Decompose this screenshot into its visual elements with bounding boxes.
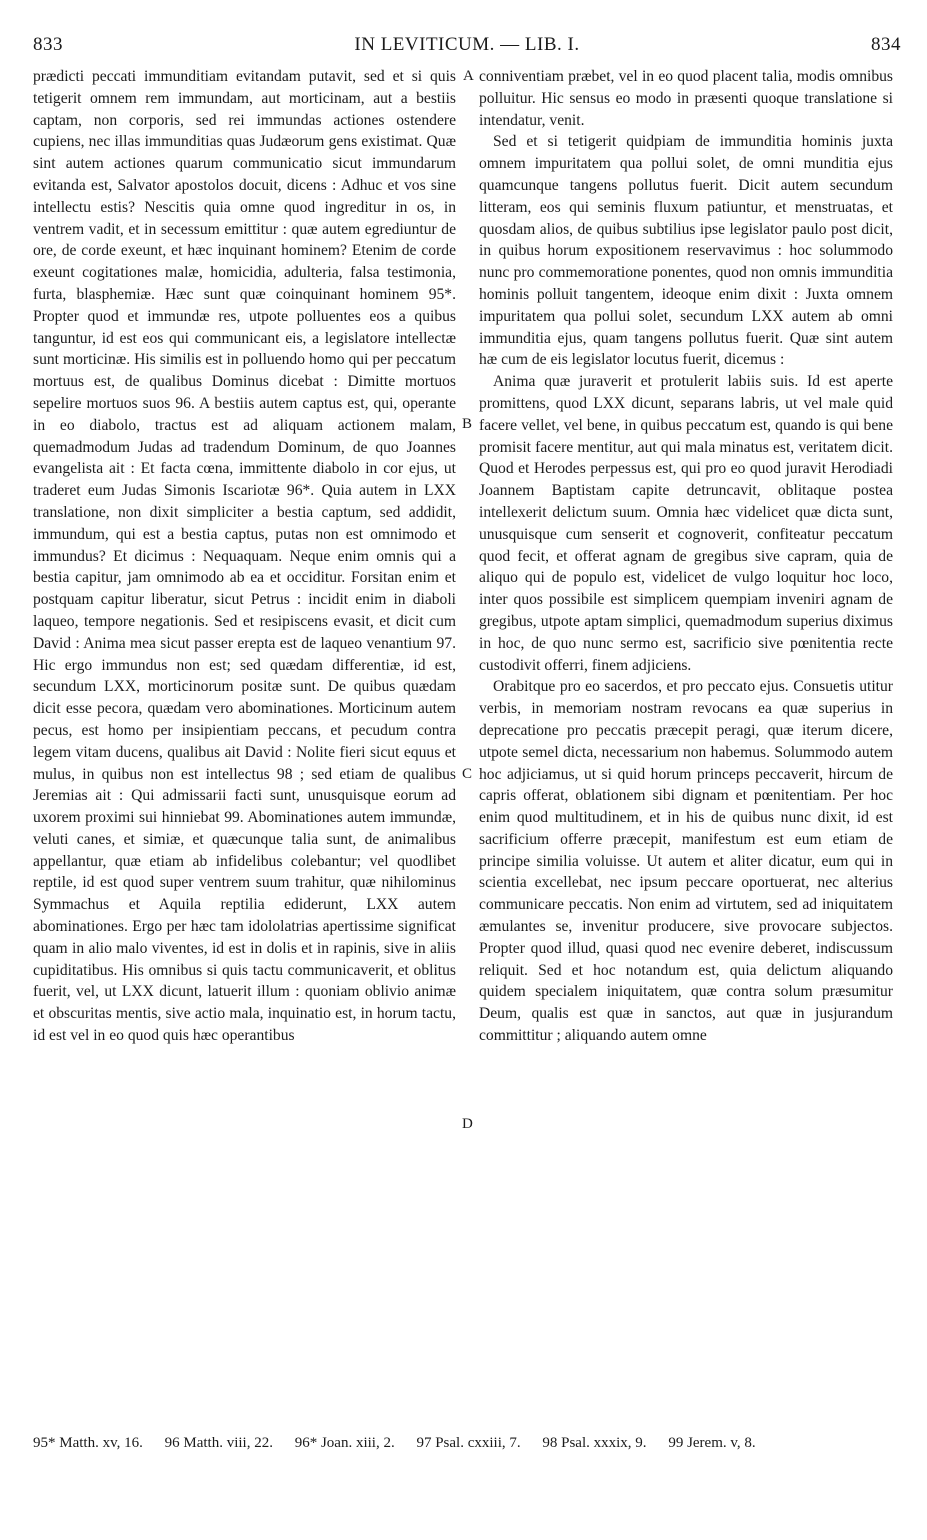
- margin-letter-a: A: [463, 68, 474, 84]
- margin-letter-c: C: [462, 766, 473, 782]
- paragraph: prædicti peccati immunditiam evitandam putavit, sed et si quis tetigerit omnem rem immundam, aut morticinam, aut a bestiis captam, non corporis, sed rei immundas actiones ostendere cupiens, nec illas immunditias quas Judæorum gens existimat. Quæ sint autem actiones quarum communicatio sicut immundarum evitanda est, Salvator apostolos docuit, dicens : Adhuc et vos sine intellectu estis? Nescitis quia omne quod ingreditur in os, in ventrem vadit, et in secessum emittitur : quæ autem egrediuntur de ore, de corde exeunt, et hæc inquinant hominem? Etenim de corde exeunt cogitationes malæ, homicidia, adulteria, falsa testimonia, furta, blasphemiæ. Hæc sunt quæ coinquinant hominem 95*. Propter quod et immundæ res, utpote polluentes eos a quibus tanguntur, id est eos qui communicant eis, a legislatore intellectæ sunt morticinæ. His similis est in polluendo homo qui per peccatum mortuus est, de qualibus Dominus dicebat : Dimitte mortuos sepelire mortuos suos 96. A bestiis autem captus est, qui, operante in eo diabolo, tractus est ad aliquam actionem malam, quemadmodum Judas ad tradendum Dominum, de quo Joannes evangelista ait : Et facta cœna, immittente diabolo in cor ejus, ut traderet eum Judas Simonis Iscariotæ 96*. Quia autem in LXX translatione, non dixit simpliciter a bestia captum, sed addidit, immundum, qui est a bestia captus, putas non est omnimodo et immundus? Et dicimus : Nequaquam. Neque enim omnis qui a bestia capitur, jam omnimodo ab ea et occiditur. Forsitan enim et postquam capitur liberatur, sicut Petrus : incidit enim in diaboli laqueo, tempore negationis. Sed et resipiscens evasit, et dicit cum David : Anima mea sicut passer erepta est de laqueo venantium 97. Hic ergo immundus non est; sed quædam differentiæ, id est, secundum LXX, morticinorum positæ sunt. De quibus quædam dicit esse pecora, quædam vero abominationes. Morticinum autem pecus, est homo per insipientiam peccans, et pecudum contra legem vitam ducens, qualibus ait David : Nolite fieri sicut equus et mulus, in quibus non est intellectus 98 ; sed etiam de qualibus Jeremias ait : Qui admissarii facti sunt, unusquisque eorum ad uxorem proximi sui hinniebat 99. Abominationes autem immundæ, veluti canes, et simiæ, et quæcunque talia sunt, de animalibus appellantur, quæ etiam ab infidelibus colebantur; vel quodlibet reptile, id est quod super ventrem suum trahitur, quæ nihilominus Symmachus et Aquila reptilia ediderunt, LXX autem abominationes. Ergo per hæc tam idololatrias apertissime significat quam in alio malo viventes, id est in dolis et in rapinis, sive in aliis cupiditatibus. His omnibus si quis tactu communicaverit, et oblitus fuerit, vel, ut LXX dicunt, latuerit illum : quoniam oblivio animæ et obscuritas mentis, sive actio mala, inquinatio est, in horum tactu, id est vel in eo quod quis hæc operantibus: [33, 68, 456, 1045]
- paragraph: Orabitque pro eo sacerdos, et pro peccato ejus. Consuetis utitur verbis, in memoriam nostram revocans ea quæ superius in deprecatione pro peccatis præcepit peragi, quæ iterum dicere, utpote semel dicta, necessarium non habemus. Solummodo autem hoc adjiciamus, ut si quid horum princeps peccaverit, hircum de capris offerat, oblationem sibi dignam et pœnitentiam. Per hoc enim quod multitudinem, et in his de quibus nunc dixit, id est sacrificium offerre præcepit, manifestum est eum etiam de principe similia voluisse. Ut autem et aliter dicatur, eum qui in scientia excellebat, nec ipsum peccare oportuerat, nec alterius communicare peccatis. Non enim ad virtutem, sed ad iniquitatem æmulantes se, invenitur producere, sive provocare subjectos. Propter quod illud, quasi quod nec evenire deberet, indiscussum reliquit. Sed et hoc notandum est, quia delictum aliquando quidem specialem iniquitatem, quæ contra solum præsumitur Deum, qualis est quæ in sanctos, aut quæ in jusjurandum committitur ; aliquando autem omne: [479, 678, 893, 1045]
- page-number-right: 834: [871, 34, 901, 55]
- paragraph: Sed et si tetigerit quidpiam de immunditia hominis juxta omnem impuritatem qua pollui solet, de omni munditia ejus quamcunque tangens pollutus fuerit. Dicit autem secundum litteram, eos qui seminis fluxum patiuntur, et menstruatas, et quosdam alios, de quibus subtilius ipse legislator paulo post dicit, in quibus horum expositionem reservavimus : hoc solummodo nunc pro commemoratione ponentes, quod non omnis immunditia hominis polluit tangentem, ideoque enim dixit : Juxta omnem impuritatem qua pollui solet, secundum LXX autem ab omni immunditia ejus, quam tangens pollutus fuerit. Quæ sint autem hæ cum de eis legislator locutus fuerit, dicemus :: [479, 133, 893, 369]
- footnote: 98 Psal. xxxix, 9.: [542, 1435, 647, 1451]
- paragraph: conniventiam præbet, vel in eo quod placent talia, modis omnibus polluitur. Hic sensus eo modo in præsenti quoque translatione si intendatur, venit.: [479, 68, 893, 129]
- footnote: 95* Matth. xv, 16.: [33, 1435, 143, 1451]
- footnotes: [33, 1432, 898, 1454]
- page-number-left: 833: [33, 34, 63, 55]
- margin-letter-d: D: [462, 1116, 473, 1132]
- right-column: [479, 66, 893, 1426]
- footnote: 96* Joan. xiii, 2.: [294, 1435, 395, 1451]
- footnote: 96 Matth. viii, 22.: [164, 1435, 273, 1451]
- margin-letter-b: B: [462, 416, 473, 432]
- running-header: [33, 34, 901, 60]
- footnote: 99 Jerem. v, 8.: [668, 1435, 756, 1451]
- running-title: IN LEVITICUM. — LIB. I.: [354, 34, 580, 55]
- left-column: [33, 66, 456, 1426]
- footnote: 97 Psal. cxxiii, 7.: [416, 1435, 521, 1451]
- paragraph: Anima quæ juraverit et protulerit labiis suis. Id est aperte promittens, quod LXX dicunt, separans labris, ut vel male quid facere vellet, vel bene, in quibus peccatum est, quando is qui bene promisit facere mentitur, aut qui mala minatus est, veritatem dicit. Quod et Herodes perpessus est, qui pro eo quod juravit Herodiadi Joannem Baptistam capite detruncavit, oblitaque postea intellexerit delictum suum. Omnia hæc videlicet quæ dicta sunt, unusquisque cum senserit et cognoverit, confiteatur peccatum quod fecit, et offerat agnam de gregibus sive capram, quia de aliquo qui de populo est, videlicet de vulgo loquitur hoc loco, inter quos possibile est simplicem quempiam inveniri agnam de gregibus, utpote aptam simplici, quemadmodum superius diximus in hoc, de quo nunc sermo est, sacrificio sive pœnitentia recte custodivit offerri, finem adjiciens.: [479, 373, 893, 674]
